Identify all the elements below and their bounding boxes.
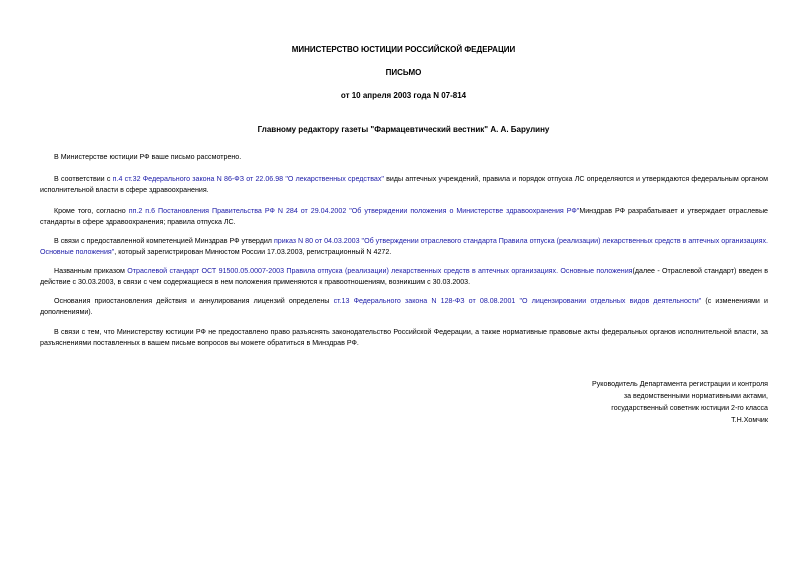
government-resolution-284-link[interactable]: пп.2 п.6 Постановления Правительства РФ N 284 от 29.04.2002 "Об утверждении положения о Министерстве здравоохранения РФ" bbox=[128, 207, 580, 215]
signatory-name: Т.Н.Хомчик bbox=[731, 416, 768, 424]
document-type: ПИСЬМО bbox=[385, 68, 422, 77]
industry-standard-link[interactable]: Отраслевой стандарт ОСТ 91500.05.0007-2003 Правила отпуска (реализации) лекарственных средств в аптечных организациях. Основные положения bbox=[127, 267, 633, 275]
paragraph-text: (с изменениями и дополнениями). bbox=[40, 297, 768, 316]
addressee: Главному редактору газеты "Фармацевтический вестник" А. А. Барулину bbox=[257, 125, 550, 134]
paragraph-text: , который зарегистрирован Минюстом России 17.03.2003, регистрационный N 4272. bbox=[114, 248, 392, 256]
paragraph-text: Названным приказом bbox=[54, 267, 128, 275]
document-date-number: от 10 апреля 2003 года N 07-814 bbox=[340, 91, 467, 100]
paragraph-3 bbox=[40, 206, 768, 228]
paragraph-4 bbox=[40, 236, 768, 258]
paragraph-text: Минздрав РФ разрабатывает и утверждает отраслевые стандарты в сфере здравоохранения; правила отпуска ЛС. bbox=[40, 207, 768, 226]
order-80-link[interactable]: приказ N 80 от 04.03.2003 "Об утверждении отраслевого стандарта Правила отпуска (реализации) лекарственных средств в аптечных организациях. Основные положения" bbox=[40, 237, 768, 256]
ministry-heading: МИНИСТЕРСТВО ЮСТИЦИИ РОССИЙСКОЙ ФЕДЕРАЦИИ bbox=[291, 45, 516, 54]
paragraph-text: виды аптечных учреждений, правила и порядок отпуска ЛС определяются и утверждаются федеральным органом исполнительной власти в сфере здравоохранения. bbox=[40, 175, 768, 194]
paragraph-2 bbox=[40, 174, 768, 196]
signature-line-3: государственный советник юстиции 2-го класса bbox=[611, 404, 768, 412]
paragraph-text: В связи с тем, что Министерству юстиции РФ не предоставлено право разъяснять законодательство Российской Федерации, а также нормативные правовые акты федеральных органов исполнительной власти, за разъяснениями поставленных в вашем письме вопросов вы можете обратиться в Минздрав РФ. bbox=[40, 328, 768, 347]
signature-line-1: Руководитель Департамента регистрации и контроля bbox=[592, 380, 768, 388]
paragraph-text: В связи с предоставленной компетенцией Минздрав РФ утвердил bbox=[54, 237, 274, 245]
paragraph-text: (далее - Отраслевой стандарт) введен в действие с 30.03.2003, в связи с чем содержащиеся в нем положения применяются к правоотношениям, возникшим с 30.03.2003. bbox=[40, 267, 769, 286]
paragraph-text: В соответствии с bbox=[54, 175, 113, 183]
paragraph-5 bbox=[40, 266, 768, 288]
paragraph-text: Основания приостановления действия и аннулирования лицензий определены bbox=[54, 297, 334, 305]
signature-block bbox=[468, 379, 768, 427]
paragraph-text: В Министерстве юстиции РФ ваше письмо рассмотрено. bbox=[54, 153, 242, 161]
paragraph-text: Кроме того, согласно bbox=[54, 207, 129, 215]
paragraph-7 bbox=[40, 327, 768, 349]
law-128-fz-link[interactable]: ст.13 Федерального закона N 128-ФЗ от 08.08.2001 "О лицензировании отдельных видов деятельности" bbox=[333, 297, 702, 305]
paragraph-6 bbox=[40, 296, 768, 318]
law-86-fz-link[interactable]: п.4 ст.32 Федерального закона N 86-ФЗ от 22.06.98 "О лекарственных средствах" bbox=[112, 175, 384, 183]
paragraph-1 bbox=[40, 152, 768, 163]
signature-line-2: за ведомственными нормативными актами, bbox=[623, 392, 768, 400]
